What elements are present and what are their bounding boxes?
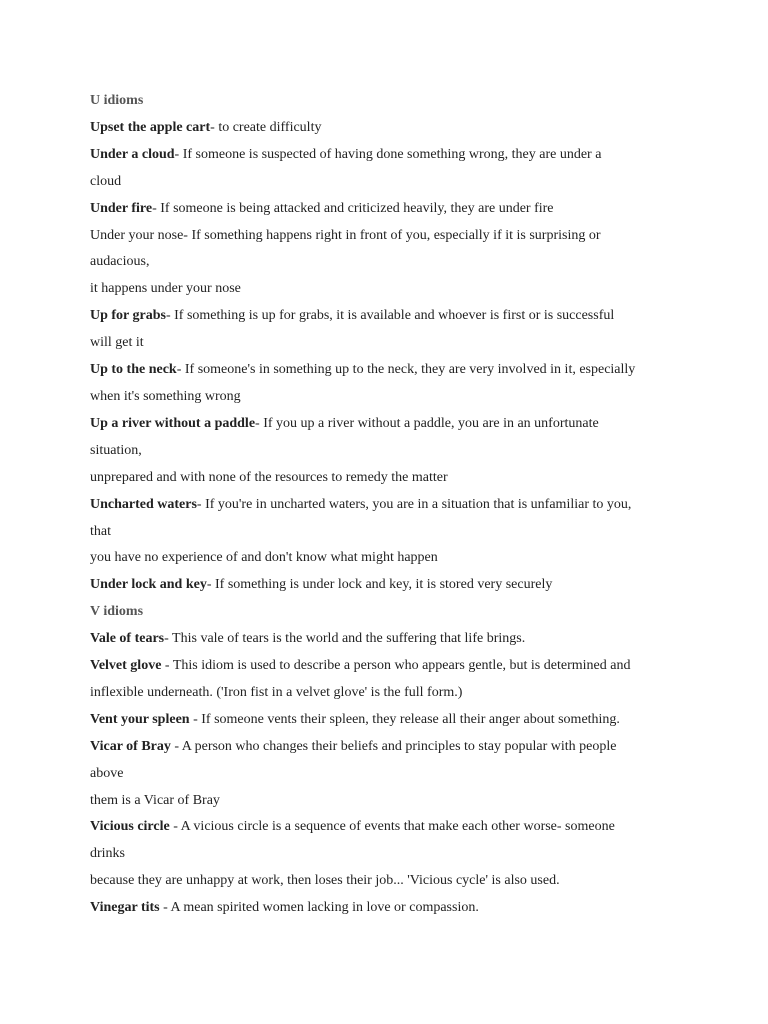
- idiom-definition-cont: unprepared and with none of the resources to remedy the matter: [90, 469, 448, 485]
- idiom-term: Vent your spleen: [90, 711, 190, 727]
- idiom-entry: [90, 895, 690, 922]
- idiom-term: Under lock and key: [90, 577, 207, 593]
- idiom-definition: - If you're in uncharted waters, you are in a situation that is unfamiliar to you,: [196, 496, 632, 512]
- idiom-entry: [90, 115, 690, 142]
- idiom-definition: - A mean spirited women lacking in love or compassion.: [159, 900, 479, 916]
- idiom-term: Up a river without a paddle: [90, 415, 256, 431]
- idiom-term: Up for grabs: [90, 308, 166, 324]
- idiom-definition-cont: you have no experience of and don't know what might happen: [90, 550, 438, 566]
- idiom-entry: [90, 707, 690, 734]
- idiom-entry: [90, 196, 690, 223]
- idiom-term: Vale of tears: [90, 631, 165, 647]
- idiom-term: Upset the apple cart: [90, 119, 211, 135]
- v-idioms-heading: V idioms: [90, 604, 144, 620]
- idiom-definition-cont: cloud: [90, 173, 122, 189]
- idiom-definition: - This idiom is used to describe a person who appears gentle, but is determined and: [161, 658, 631, 674]
- idiom-entry: [90, 357, 690, 384]
- idiom-term: Vicious circle: [90, 819, 170, 835]
- idiom-entry: [90, 303, 690, 330]
- idiom-definition-cont: situation,: [90, 442, 142, 458]
- idiom-term: Up to the neck: [90, 362, 177, 378]
- idiom-definition-cont: inflexible underneath. ('Iron fist in a velvet glove' is the full form.): [90, 684, 463, 700]
- idiom-entry: [90, 734, 690, 761]
- idiom-definition: - If someone is suspected of having done something wrong, they are under a: [174, 146, 602, 162]
- idiom-definition-cont: it happens under your nose: [90, 281, 241, 297]
- idiom-definition-cont: above: [90, 765, 124, 781]
- idiom-definition-cont: that: [90, 523, 111, 539]
- idiom-entry: [90, 142, 690, 169]
- idiom-definition: - If someone's in something up to the neck, they are very involved in it, especially: [176, 362, 636, 378]
- idiom-definition: - If someone vents their spleen, they release all their anger about something.: [189, 711, 620, 727]
- idiom-definition-cont: drinks: [90, 846, 125, 862]
- idiom-term: Under a cloud: [90, 146, 175, 162]
- idiom-term: Vicar of Bray: [90, 738, 171, 754]
- idiom-entry: [90, 411, 690, 438]
- idiom-definition-cont: because they are unhappy at work, then loses their job... 'Vicious cycle' is also used.: [90, 873, 560, 889]
- document-page: [90, 88, 690, 922]
- idiom-entry: [90, 653, 690, 680]
- idiom-term: Under fire: [90, 200, 153, 216]
- idiom-definition-cont: when it's something wrong: [90, 388, 241, 404]
- idiom-definition: - If you up a river without a paddle, you are in an unfortunate: [255, 415, 599, 431]
- idiom-definition: - A vicious circle is a sequence of events that make each other worse- someone: [169, 819, 615, 835]
- idiom-entry: [90, 814, 690, 841]
- idiom-definition: - to create difficulty: [210, 119, 322, 135]
- idiom-definition-cont: will get it: [90, 335, 144, 351]
- idiom-definition: - If someone is being attacked and criticized heavily, they are under fire: [152, 200, 554, 216]
- idiom-definition: - If something is up for grabs, it is available and whoever is first or is successful: [165, 308, 615, 324]
- idiom-entry: [90, 572, 690, 599]
- u-idioms-heading: U idioms: [90, 93, 144, 108]
- idiom-term: Velvet glove: [90, 658, 162, 674]
- idiom-definition: - A person who changes their beliefs and principles to stay popular with people: [170, 738, 617, 754]
- idiom-entry-plain: Under your nose- If something happens right in front of you, especially if it is surprising or: [90, 227, 601, 243]
- idiom-definition-cont: them is a Vicar of Bray: [90, 792, 220, 808]
- idiom-definition: - This vale of tears is the world and the suffering that life brings.: [164, 631, 526, 647]
- idiom-term: Uncharted waters: [90, 496, 197, 512]
- idiom-entry: [90, 492, 690, 519]
- idiom-definition-cont: audacious,: [90, 254, 150, 270]
- idiom-term: Vinegar tits: [90, 900, 160, 916]
- idiom-definition: - If something is under lock and key, it is stored very securely: [206, 577, 553, 593]
- idiom-entry: [90, 626, 690, 653]
